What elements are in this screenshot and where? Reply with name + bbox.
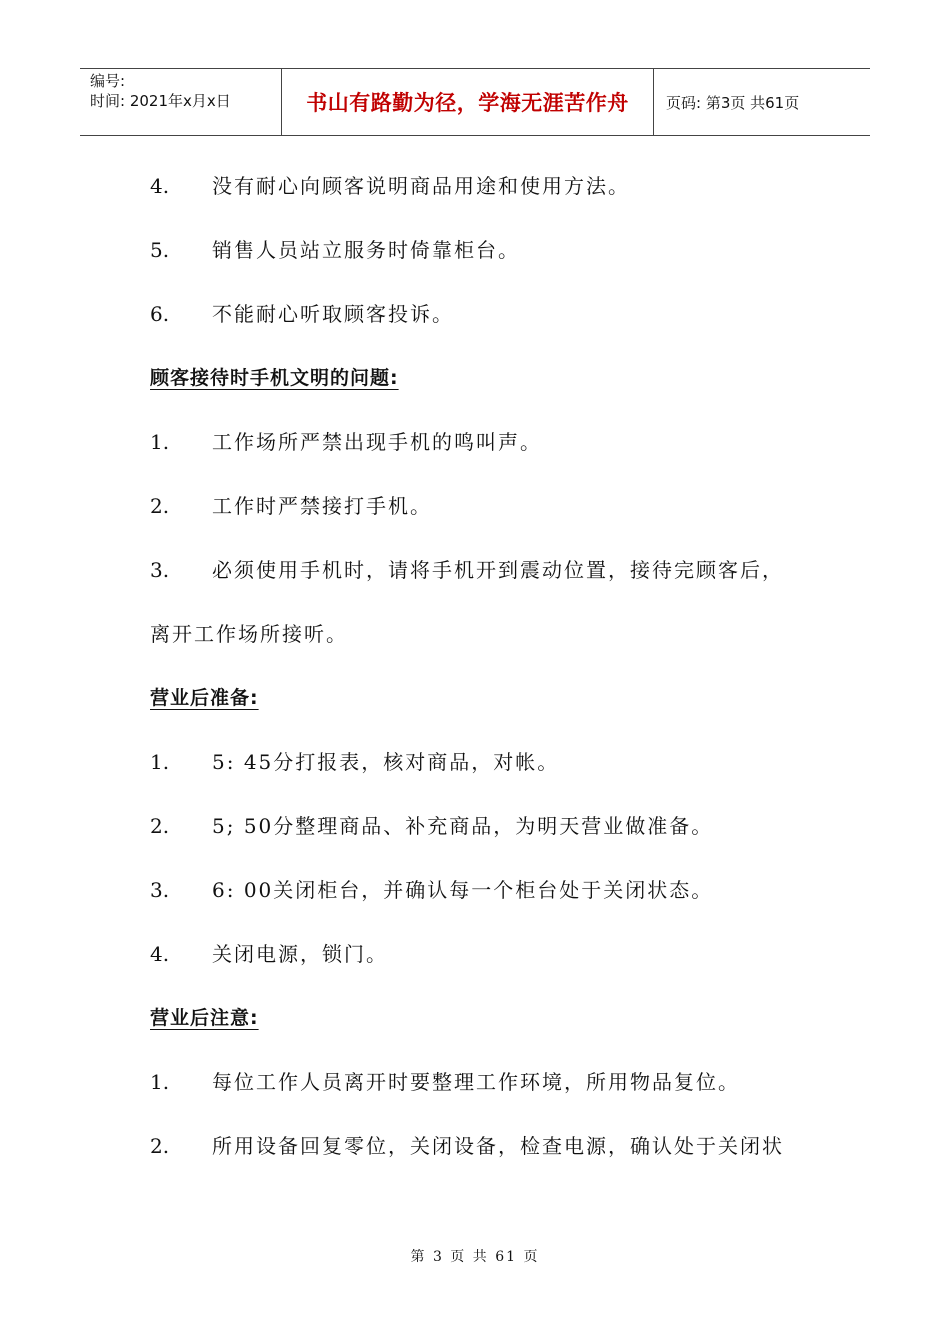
item-text: 必须使用手机时，请将手机开到震动位置，接待完顾客后，	[212, 558, 784, 582]
item-text: 所用设备回复零位，关闭设备，检查电源，确认处于关闭状	[212, 1134, 784, 1158]
list-item	[150, 1050, 830, 1114]
item-text: 关闭电源，锁门。	[212, 942, 388, 966]
header-motto: 书山有路勤为径，学海无涯苦作舟	[282, 69, 654, 135]
item-number: 1.	[150, 1070, 170, 1094]
item-number: 2.	[150, 1134, 170, 1158]
page-header	[80, 68, 870, 136]
item-text: 每位工作人员离开时要整理工作环境，所用物品复位。	[212, 1070, 740, 1094]
time-label: 时间: 2021年x月x日	[90, 92, 231, 110]
item-text: 离开工作场所接听。	[150, 622, 348, 646]
section-heading	[150, 986, 830, 1050]
item-text: 没有耐心向顾客说明商品用途和使用方法。	[212, 174, 630, 198]
list-item	[150, 922, 830, 986]
list-item	[150, 1114, 830, 1178]
item-text: 不能耐心听取顾客投诉。	[212, 302, 454, 326]
item-number: 2.	[150, 814, 170, 838]
header-page-info: 页码: 第3页 共61页	[666, 93, 800, 112]
heading-text: 顾客接待时手机文明的问题:	[150, 367, 399, 389]
item-number: 3.	[150, 878, 170, 902]
document-body	[150, 154, 830, 1178]
item-number: 4.	[150, 174, 170, 198]
list-item	[150, 410, 830, 474]
item-number: 3.	[150, 558, 170, 582]
heading-text: 营业后注意:	[150, 1007, 259, 1029]
list-item	[150, 282, 830, 346]
item-text: 6: 00关闭柜台，并确认每一个柜台处于关闭状态。	[212, 878, 714, 902]
item-number: 1.	[150, 750, 170, 774]
list-item	[150, 730, 830, 794]
list-item	[150, 858, 830, 922]
item-number: 4.	[150, 942, 170, 966]
list-item	[150, 474, 830, 538]
item-text: 工作时严禁接打手机。	[212, 494, 432, 518]
item-text: 工作场所严禁出现手机的鸣叫声。	[212, 430, 542, 454]
item-number: 1.	[150, 430, 170, 454]
number-label: 编号:	[90, 72, 126, 90]
heading-text: 营业后准备:	[150, 687, 259, 709]
list-item	[150, 538, 830, 602]
header-meta	[80, 69, 282, 135]
item-number: 5.	[150, 238, 170, 262]
item-number: 2.	[150, 494, 170, 518]
item-number: 6.	[150, 302, 170, 326]
list-item	[150, 154, 830, 218]
item-text: 5: 45分打报表，核对商品，对帐。	[212, 750, 560, 774]
page-footer: 第 3 页 共 61 页	[410, 1249, 540, 1265]
list-item	[150, 794, 830, 858]
section-heading	[150, 346, 830, 410]
continuation-line	[150, 602, 830, 666]
section-heading	[150, 666, 830, 730]
item-text: 5; 50分整理商品、补充商品，为明天营业做准备。	[212, 814, 714, 838]
list-item	[150, 218, 830, 282]
item-text: 销售人员站立服务时倚靠柜台。	[212, 238, 520, 262]
